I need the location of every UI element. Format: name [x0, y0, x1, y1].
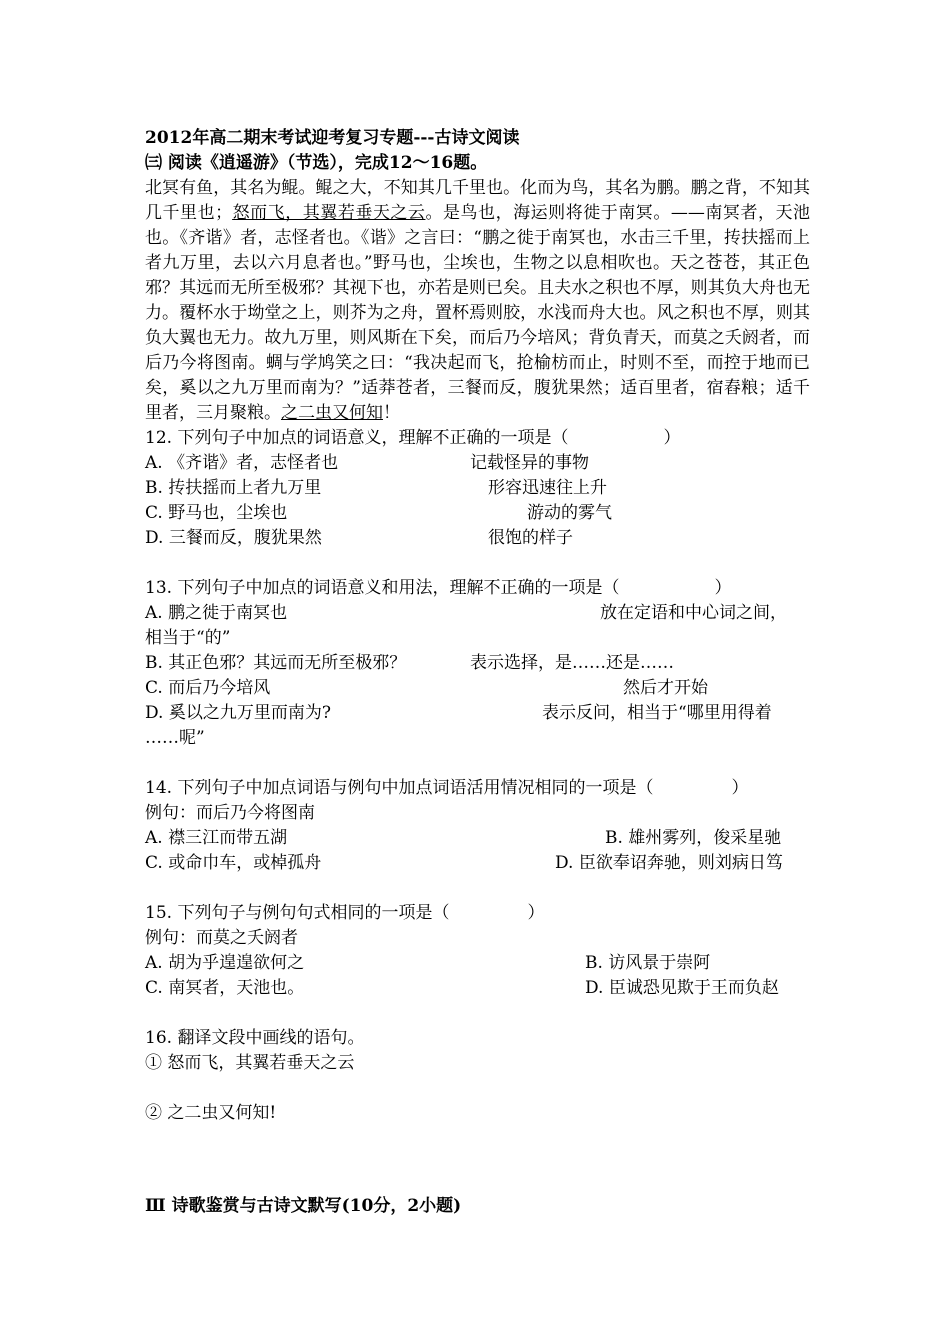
question-16 — [145, 1026, 810, 1126]
option-d-cont: ……呢” — [145, 728, 205, 748]
option-b: B. 其正色邪？其远而无所至极邪？ 表示选择，是……还是…… — [145, 653, 674, 673]
underlined-sentence-1: 怒而飞，其翼若垂天之云 — [232, 203, 426, 223]
translation-item-1: ① 怒而飞，其翼若垂天之云 — [145, 1053, 355, 1073]
question-stem: 15. 下列句子与例句句式相同的一项是（ ） — [145, 903, 545, 923]
option-row-cd: C. 或命巾车，或棹孤舟 D. 臣欲奉诏奔驰，则刘病日笃 — [145, 853, 783, 873]
question-13 — [145, 576, 810, 751]
option-d: D. 三餐而反，腹犹果然 很饱的样子 — [145, 528, 573, 548]
underlined-sentence-2: 之二虫又何知 — [281, 403, 383, 423]
option-a: A. 《齐谐》者，志怪者也 记载怪异的事物 — [145, 453, 589, 473]
question-15 — [145, 901, 810, 1001]
passage-text: 北冥有鱼，其名为鲲。鲲之大，不知其几千里也。化而为鸟，其名为鹏。鹏之背，不知其几千里也；怒而飞，其翼若垂天之云。是鸟也，海运则将徙于南冥。——南冥者，天池也。《齐谐》者，志怪者也。《谐》之言曰：“鹏之徙于南冥也，水击三千里，抟扶摇而上者九万里，去以六月息者也。”野马也，尘埃也，生物之以息相吹也。天之苍苍，其正色邪？其远而无所至极邪？其视下也，亦若是则已矣。且夫水之积也不厚，则其负大舟也无力。覆杯水于坳堂之上，则芥为之舟，置杯焉则胶，水浅而舟大也。风之积也不厚，则其负大翼也无力。故九万里，则风斯在下矣，而后乃今培风；背负青天，而莫之夭阏者，而后乃今将图南。蜩与学鸠笑之曰：“我决起而飞，抢榆枋而止，时则不至，而控于地而已矣，奚以之九万里而南为？”适莽苍者，三餐而反，腹犹果然；适百里者，宿舂粮；适千里者，三月聚粮。之二虫又何知！ — [145, 178, 811, 423]
question-stem: 12. 下列句子中加点的词语意义，理解不正确的一项是（ ） — [145, 428, 681, 448]
example-sentence: 例句：而后乃今将图南 — [145, 803, 315, 823]
option-row-cd: C. 南冥者，天池也。 D. 臣诚恐见欺于王而负赵 — [145, 978, 779, 998]
question-12 — [145, 426, 810, 551]
option-b: B. 抟扶摇而上者九万里 形容迅速往上升 — [145, 478, 607, 498]
section-heading: Ⅲ 诗歌鉴赏与古诗文默写(10分，2小题) — [145, 1196, 462, 1216]
option-d: D. 奚以之九万里而南为? 表示反问，相当于“哪里用得着 — [145, 703, 772, 723]
option-a: A. 鹏之徙于南冥也 放在定语和中心词之间， — [145, 603, 787, 623]
option-a-cont: 相当于“的” — [145, 628, 231, 648]
option-row-ab: A. 襟三江而带五湖 B. 雄州雾列，俊采星驰 — [145, 828, 782, 848]
option-c: C. 野马也，尘埃也 游动的雾气 — [145, 503, 612, 523]
question-stem: 14. 下列句子中加点词语与例句中加点词语活用情况相同的一项是（ ） — [145, 778, 749, 798]
document-page — [145, 126, 810, 1126]
option-row-ab: A. 胡为乎遑遑欲何之 B. 访风景于崇阿 — [145, 953, 711, 973]
document-title: 2012年高二期末考试迎考复习专题---古诗文阅读 — [145, 128, 520, 148]
option-c: C. 而后乃今培风 然后才开始 — [145, 678, 708, 698]
example-sentence: 例句：而莫之夭阏者 — [145, 928, 298, 948]
question-stem: 16. 翻译文段中画线的语句。 — [145, 1028, 365, 1048]
reading-heading: ㈢ 阅读《逍遥游》（节选），完成12～16题。 — [145, 153, 488, 173]
translation-item-2: ② 之二虫又何知! — [145, 1103, 277, 1123]
question-stem: 13. 下列句子中加点的词语意义和用法，理解不正确的一项是（ ） — [145, 578, 732, 598]
question-14 — [145, 776, 810, 876]
